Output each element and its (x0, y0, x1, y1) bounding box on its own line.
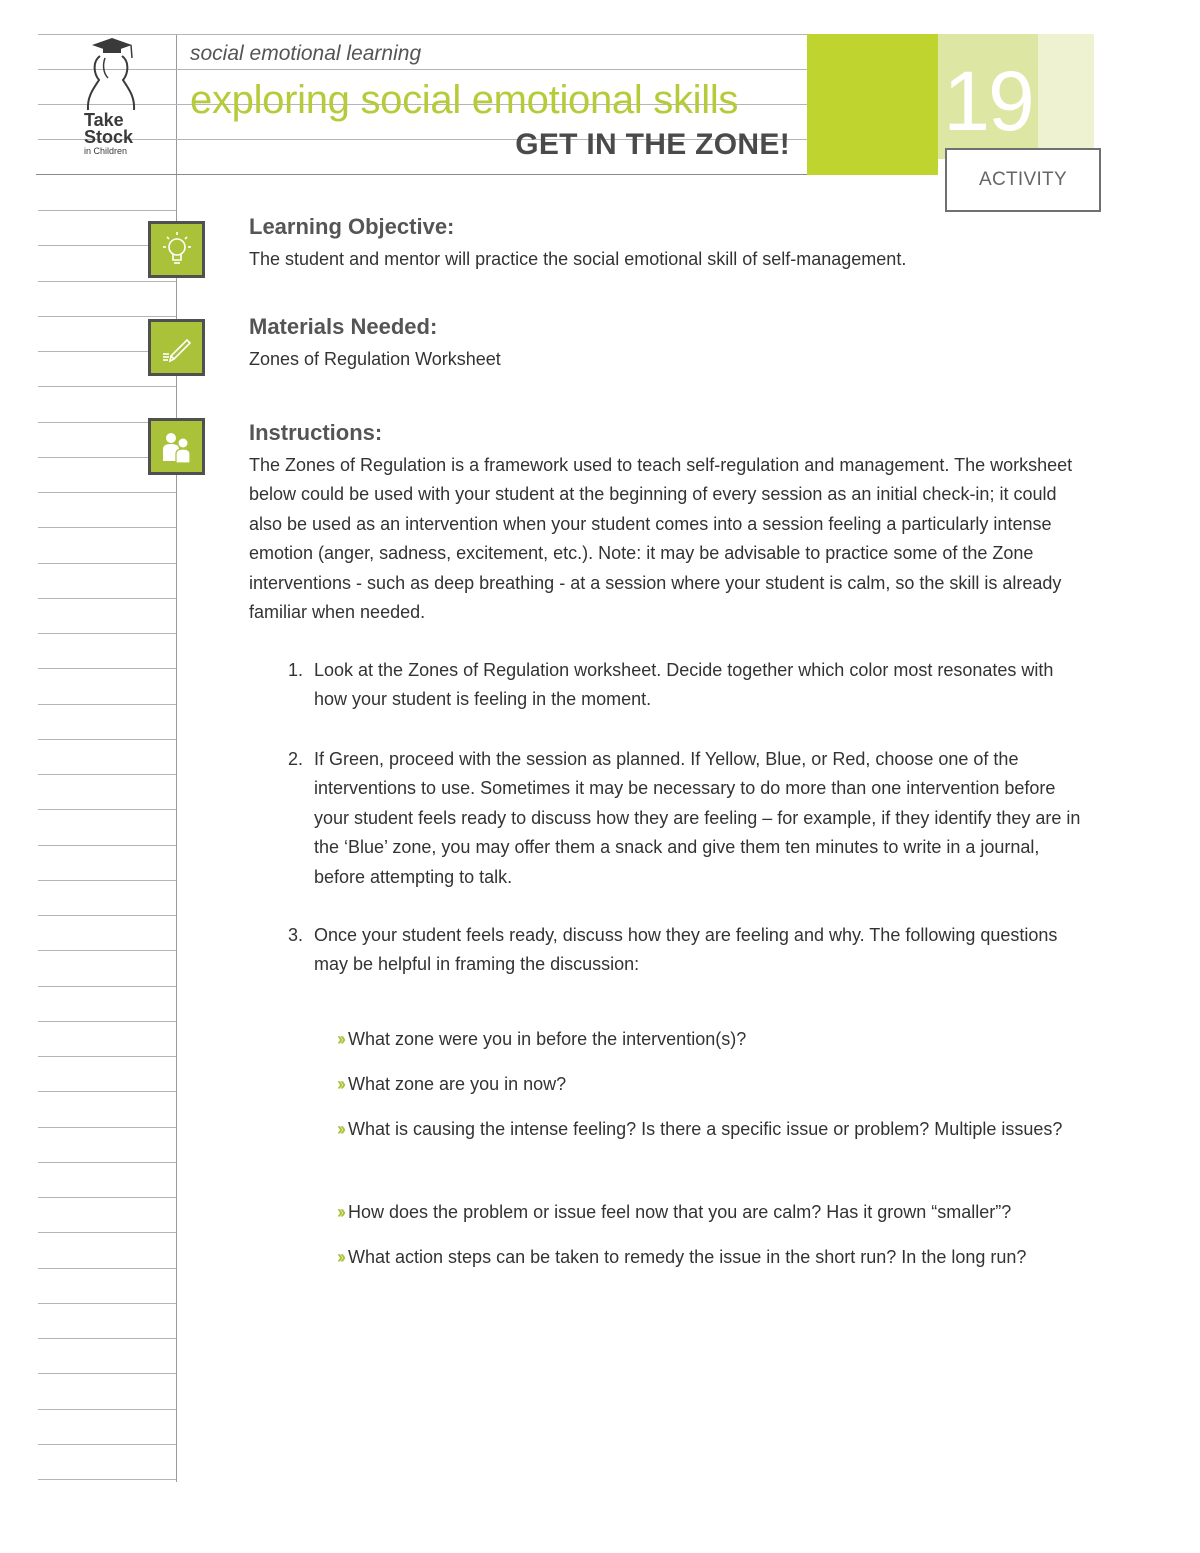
margin-rule-line (38, 1268, 176, 1269)
page-kicker: social emotional learning (190, 42, 422, 65)
chevron-right-icon: ›› (337, 1074, 343, 1094)
step-text: Look at the Zones of Regulation worksheet. Decide together which color most resonates with how your student is feeling in the moment. (314, 660, 1054, 710)
activity-label: ACTIVITY (945, 148, 1101, 212)
margin-rule-line (38, 1021, 176, 1022)
question-text: How does the problem or issue feel now that you are calm? Has it grown “smaller”? (348, 1202, 1012, 1222)
margin-rule-line (38, 774, 176, 775)
instructions-icon-box (148, 418, 205, 475)
margin-rule-line (38, 1056, 176, 1057)
materials-heading: Materials Needed: (249, 314, 438, 339)
margin-rule-line (38, 210, 176, 211)
margin-rule-line (38, 880, 176, 881)
logo-line2: Stock (84, 127, 134, 147)
activity-title: GET IN THE ZONE! (515, 128, 790, 161)
people-icon (158, 428, 196, 466)
margin-rule-line (38, 1409, 176, 1410)
logo-wordmark (84, 112, 133, 157)
margin-rule-line (38, 598, 176, 599)
step-number: 2. (288, 749, 304, 769)
margin-rule-line (38, 563, 176, 564)
question-item (337, 1110, 1077, 1148)
step-item (288, 656, 1088, 715)
margin-rule-line (38, 1197, 176, 1198)
materials-icon-box (148, 319, 205, 376)
lightbulb-icon (159, 230, 195, 270)
margin-rule-line (38, 915, 176, 916)
chevron-right-icon: ›› (337, 1247, 343, 1267)
margin-rule-line (38, 1162, 176, 1163)
step-item (288, 745, 1088, 892)
question-item (337, 1020, 1077, 1058)
margin-rule-line (38, 386, 176, 387)
margin-rule-line (38, 281, 176, 282)
materials-text: Zones of Regulation Worksheet (249, 349, 501, 369)
instructions-heading: Instructions: (249, 420, 383, 445)
question-item (337, 1065, 1077, 1103)
question-text: What action steps can be taken to remedy the issue in the short run? In the long run? (348, 1247, 1027, 1267)
header-rule (176, 34, 807, 35)
objective-icon-box (148, 221, 205, 278)
page-title: exploring social emotional skills (190, 78, 739, 122)
margin-rule-line (38, 704, 176, 705)
margin-rule-line (38, 1232, 176, 1233)
step-number: 3. (288, 925, 304, 945)
margin-rule-line (38, 1127, 176, 1128)
header-rule (176, 69, 807, 70)
objective-heading: Learning Objective: (249, 214, 455, 239)
margin-rule-line (38, 739, 176, 740)
margin-rule-line (38, 1444, 176, 1445)
accent-block (807, 34, 938, 175)
margin-rule-line (38, 1338, 176, 1339)
question-text: What is causing the intense feeling? Is there a specific issue or problem? Multiple issues? (348, 1119, 1063, 1139)
margin-rule-line (38, 950, 176, 951)
step-text: If Green, proceed with the session as planned. If Yellow, Blue, or Red, choose one of the interventions to use. Sometimes it may be necessary to do more than one intervention before your student feels ready to discuss how they are feeling – for example, if they identify they are in the ‘Blue’ zone, you may offer them a snack and give them ten minutes to write in a journal, before attempting to talk. (314, 749, 1081, 887)
chevron-right-icon: ›› (337, 1202, 343, 1222)
margin-rule-line (38, 668, 176, 669)
objective-text: The student and mentor will practice the social emotional skill of self-management. (249, 249, 907, 269)
margin-rule-line (38, 809, 176, 810)
margin-rule-line (38, 527, 176, 528)
step-item (288, 921, 1088, 980)
header-rule (38, 34, 178, 35)
question-item (337, 1238, 1077, 1276)
margin-rule-line (38, 1091, 176, 1092)
margin-rule-line (38, 633, 176, 634)
margin-rule-line (38, 1303, 176, 1304)
margin-rule-line (38, 492, 176, 493)
question-item (337, 1193, 1077, 1231)
margin-rule-line (38, 1479, 176, 1480)
margin-rule-line (38, 986, 176, 987)
logo-line3: in Children (84, 146, 128, 156)
activity-number: 19 (943, 54, 1033, 148)
margin-rule-line (38, 1373, 176, 1374)
number-block-tint (1038, 34, 1094, 159)
pencil-icon (159, 330, 195, 366)
step-number: 1. (288, 660, 304, 680)
logo-line1: Take (84, 110, 124, 130)
margin-rule-line (38, 316, 176, 317)
instructions-intro: The Zones of Regulation is a framework used to teach self-regulation and management. The worksheet below could be used with your student at the beginning of every session as an initial check-in; it could also be used as an intervention when your student comes into a session feeling a particularly intense emotion (anger, sadness, excitement, etc.). Note: it may be advisable to practice some of the Zone interventions - such as deep breathing - at a session where your student is calm, so the skill is already familiar when needed. (249, 455, 1073, 623)
step-text: Once your student feels ready, discuss how they are feeling and why. The following questions may be helpful in framing the discussion: (314, 925, 1058, 975)
question-text: What zone are you in now? (348, 1074, 567, 1094)
chevron-right-icon: ›› (337, 1119, 343, 1139)
chevron-right-icon: ›› (337, 1029, 343, 1049)
margin-rule-line (38, 845, 176, 846)
header-rule (36, 174, 932, 175)
question-text: What zone were you in before the intervention(s)? (348, 1029, 747, 1049)
